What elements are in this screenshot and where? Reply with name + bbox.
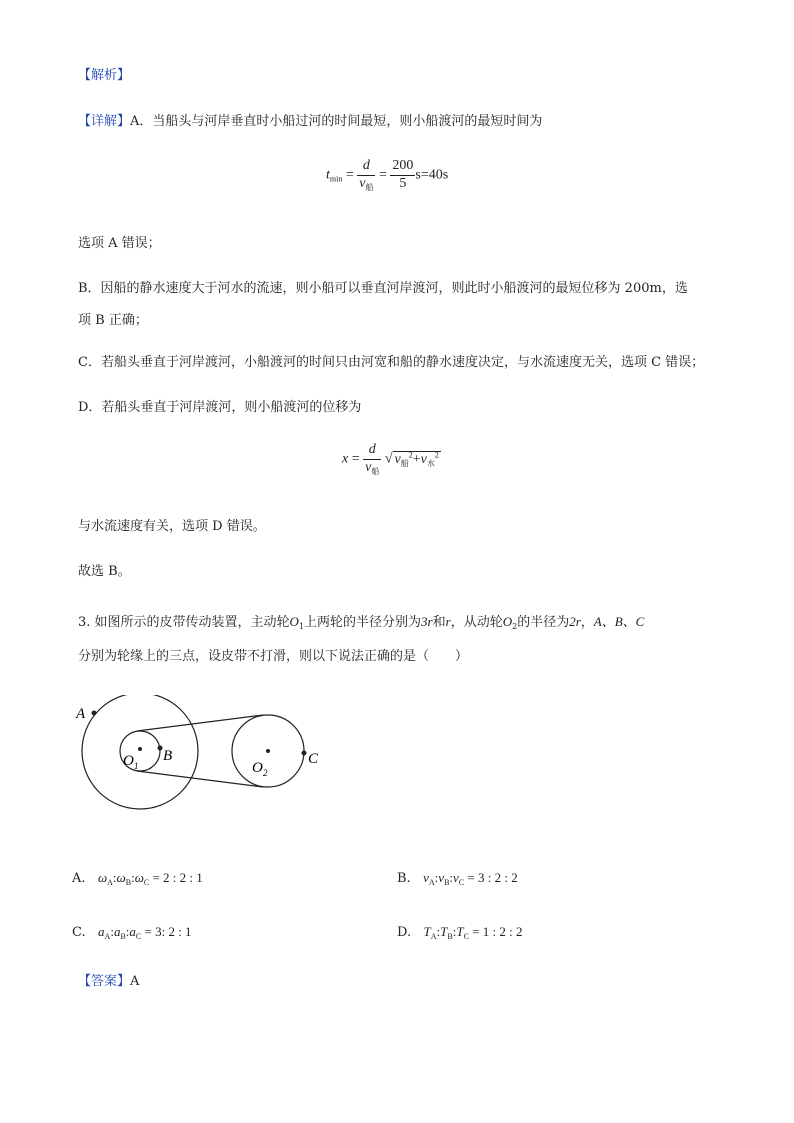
option-a-conclusion: 选项 A 错误； (78, 236, 161, 251)
eq2-den-sub: 船 (371, 466, 380, 476)
analysis-tag: 【解析】 (78, 68, 131, 83)
equation-x (342, 442, 441, 477)
detail-lead: A．当船头与河岸垂直时小船过河的时间最短，则小船渡河的最短时间为 (130, 114, 543, 129)
option-b-text: B．因船的静水速度大于河水的流速，则小船可以垂直河岸渡河，则此时小船渡河的最短位移为 200m，选 (78, 281, 688, 296)
point-a (92, 711, 97, 716)
eq1-den1: v (359, 175, 366, 191)
belt-top (137, 715, 263, 731)
point-b (158, 746, 163, 751)
eq1-num2: 200 (392, 158, 414, 173)
label-b: B (163, 748, 173, 764)
eq1-tail: s=40s (415, 167, 449, 183)
eq2-lhs: x (342, 451, 349, 467)
label-a: A (76, 706, 86, 722)
choice-d[interactable]: D. $T_A:T_B:T_C = 1$ : 2 : 2 (397, 924, 523, 941)
choice-c[interactable]: C. $a_A:a_B:a_C = 3$: 2 : 1 (72, 924, 192, 941)
eq2-frac (363, 442, 381, 477)
label-o1-sub: 1 (134, 761, 139, 771)
question-3-line1: 3. 如图所示的皮带传动装置，主动轮$O_1$上两轮的半径分别为3r和r，从动轮$O_2$的半径为2r，A、B、C (78, 614, 645, 631)
eq1-lhs: t (326, 167, 330, 183)
eq1-equals: = (345, 167, 354, 183)
eq1-den2: 5 (390, 175, 415, 193)
belt-pulley-diagram (70, 695, 340, 815)
eq1-num1: d (362, 158, 370, 173)
eq2-radicand: $v_船^2+v_水^2$ (394, 449, 439, 468)
answer-tag: 【答案】 (78, 974, 131, 989)
answer-value: A (130, 974, 140, 989)
eq2-den: v (365, 459, 372, 475)
label-o2: O (252, 760, 263, 776)
detail-tag: 【详解】 (78, 114, 131, 129)
eq1-lhs-sub: min (329, 174, 343, 184)
eq1-frac2 (390, 158, 415, 193)
eq1-frac1 (357, 158, 375, 193)
option-c-text: C．若船头垂直于河岸渡河，小船渡河的时间只由河宽和船的静水速度决定，与水流速度无关，选项 C 错误； (78, 355, 705, 370)
eq1-den1-sub: 船 (365, 182, 374, 192)
answer-line (78, 974, 139, 990)
option-d-conclusion: 与水流速度有关，选项 D 错误。 (78, 519, 266, 534)
equation-tmin: $t_{min}$ = $\frac{d}{v_船}$ = $\frac{200}{5}$ s=40s (326, 158, 449, 192)
large-wheel-o1 (82, 695, 198, 809)
center-o2 (266, 749, 270, 753)
final-choice: 故选 B。 (78, 564, 131, 579)
label-o1: O (123, 753, 134, 769)
option-b-cont: 项 B 正确； (78, 313, 148, 328)
center-o1 (138, 747, 142, 751)
choice-b[interactable]: B. $v_A:v_B:v_C = 3$ : 2 : 2 (397, 870, 518, 887)
choice-a[interactable]: A. $\omega_A:\omega_B:\omega_C = 2$ : 2 : 1 (72, 870, 203, 887)
label-c: C (308, 751, 319, 767)
eq2-equals: = (351, 451, 360, 467)
sqrt-symbol: √ (384, 451, 393, 467)
eq2-num: d (368, 442, 376, 457)
option-d-text: D．若船头垂直于河岸渡河，则小船渡河的位移为 (78, 400, 362, 415)
detail-paragraph (78, 114, 542, 130)
label-o2-sub: 2 (263, 768, 268, 778)
point-c (302, 751, 307, 756)
question-3-line2: 分别为轮缘上的三点，设皮带不打滑，则以下说法正确的是（ ） (78, 649, 469, 664)
belt-bottom (137, 771, 263, 787)
